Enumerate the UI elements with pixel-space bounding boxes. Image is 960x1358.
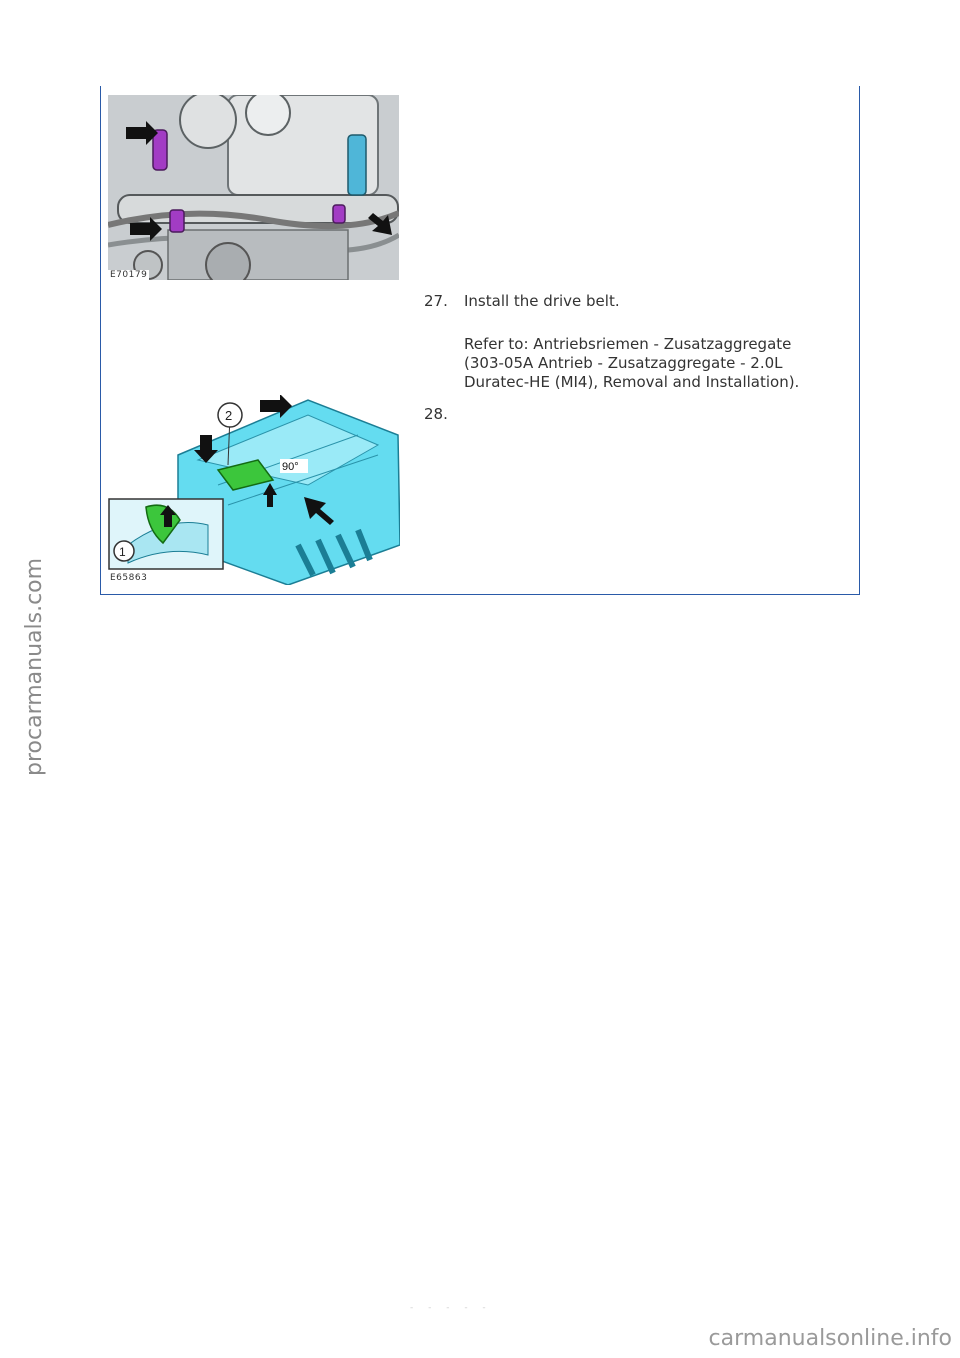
- figure-id-label: E70179: [110, 270, 148, 280]
- step-reference: [464, 335, 844, 392]
- engine-figure-1: [108, 95, 399, 280]
- step-instruction: Install the drive belt.: [464, 292, 620, 310]
- step-number: 28.: [424, 405, 448, 423]
- page-footer: - - - - -: [410, 1303, 492, 1313]
- watermark-carmanualsonline[interactable]: carmanualsonline.info: [708, 1326, 952, 1351]
- reference-line-3: Duratec-HE (MI4), Removal and Installation).: [464, 373, 800, 391]
- engine-figure-2: [108, 395, 400, 585]
- figure-id-label: E65863: [110, 573, 148, 583]
- watermark-procarmanuals[interactable]: procarmanuals.com: [22, 557, 47, 776]
- reference-line-2: (303-05A Antrieb - Zusatzaggregate - 2.0L: [464, 354, 783, 372]
- engine-illustration-1: [108, 95, 399, 280]
- step-number: 27.: [424, 292, 448, 310]
- engine-illustration-2: [108, 395, 400, 585]
- callout-1: 1: [119, 545, 126, 559]
- reference-line-1: Refer to: Antriebsriemen - Zusatzaggregate: [464, 335, 792, 353]
- angle-label: 90°: [282, 461, 299, 473]
- callout-2: 2: [225, 408, 233, 423]
